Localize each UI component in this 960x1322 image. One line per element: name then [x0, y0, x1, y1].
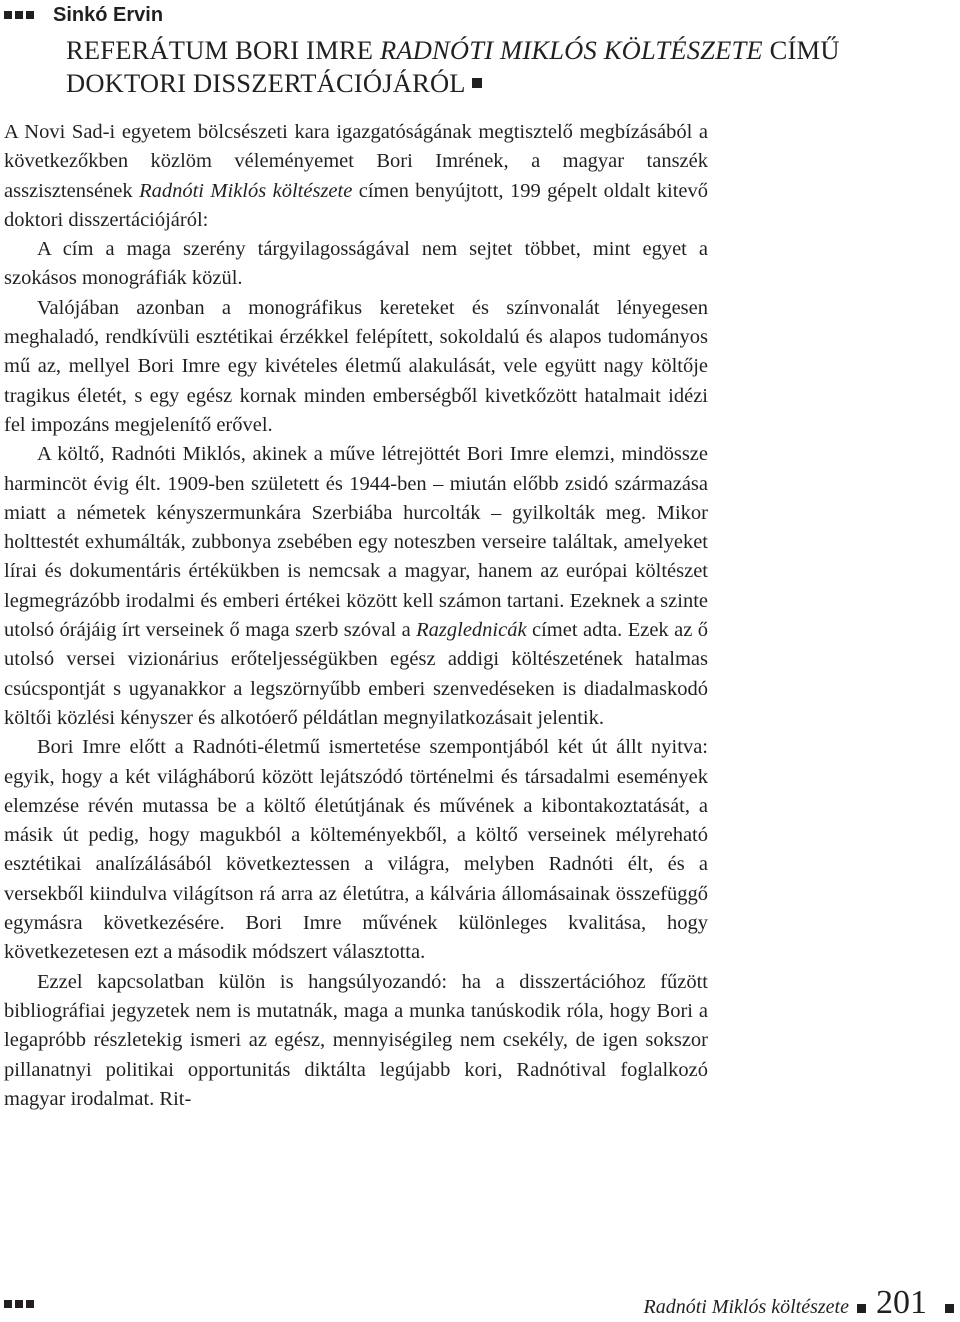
- paragraph-2: A cím a maga szerény tárgyilagosságával nem sejtet többet, mint egyet a szokásos monográfiák közül.: [4, 238, 708, 290]
- paragraph-1-italic: Radnóti Miklós költészete: [139, 179, 353, 202]
- title-end-marker-icon: [472, 78, 482, 88]
- paragraph-1: [4, 118, 708, 235]
- title-text-before: REFERÁTUM BORI IMRE: [66, 35, 380, 65]
- paragraph-6: Ezzel kapcsolatban külön is hangsúlyozandó: ha a disszertációhoz fűzött bibliográfiai jegyzetek nem is mutatnák, maga a munka tanúskodik róla, hogy Bori a legapróbb részletekig ismeri az egész, mennyiségileg nem csekély, de igen sokszor pillanatnyi politikai opportunitás diktálta legújabb kori, Radnótival foglalkozó magyar irodalmat. Rit-: [4, 970, 708, 1110]
- paragraph-3: Valójában azonban a monográfikus kereteket és színvonalát lényegesen meghaladó, rendkívüli esztétikai érzékkel felépített, sokoldalú és alapos tudományos mű az, mellyel Bori Imre egy kivételes életmű alakulását, vele együtt nagy költője tragikus életét, s egy egész kornak minden emberségből kivetkőzött hatalmait idézi fel impozáns megjelenítő erővel.: [4, 296, 708, 436]
- author-name: Sinkó Ervin: [53, 3, 164, 26]
- page-number: 201: [876, 1284, 927, 1321]
- title-text-after: CÍMŰ DOKTORI DISSZERTÁCIÓJÁRÓL: [66, 35, 840, 98]
- paragraph-1-text-after: címen benyújtott, 199 gépelt oldalt kitevő doktori disszertációjáról:: [4, 179, 708, 231]
- article-body: [4, 118, 708, 1114]
- paragraph-4: [4, 440, 708, 733]
- section-marker-icon: [4, 11, 37, 19]
- paragraph-1-text: A Novi Sad-i egyetem bölcsészeti kara igazgatóságának megtisztelő megbízásából a következőkben közlöm véleményemet Bori Imrének, a magyar tanszék asszisztensének: [4, 121, 708, 202]
- footer-right: [643, 1284, 954, 1322]
- footer-marker-icon: [4, 1300, 37, 1308]
- author-row: [4, 2, 954, 28]
- footer-separator-icon: [857, 1304, 866, 1313]
- running-title: Radnóti Miklós költészete: [643, 1296, 849, 1318]
- article-title: [66, 34, 954, 100]
- paragraph-4-italic: Razglednicák: [416, 619, 527, 642]
- paragraph-4-text: A költő, Radnóti Miklós, akinek a műve létrejöttét Bori Imre elemzi, mindössze harmincöt évig élt. 1909-ben született és 1944-ben – miután előbb zsidó származása miatt a németek kényszermunkára Szerbiába hurcolták – gyilkolták meg. Mikor holttestét exhumálták, zubbonya zsebében egy noteszben verseire találtak, amelyeket lírai és dokumentáris értékükben is nemcsak a magyar, hanem az európai költészet legmegrázóbb irodalmi és emberi értékei között kell számon tartani. Ezeknek a szinte utolsó órájáig írt verseinek ő maga szerb szóval a: [4, 443, 708, 642]
- article-header: [4, 2, 954, 100]
- paragraph-4-text-after: címet adta. Ezek az ő utolsó versei vizionárius erőteljességükben egész addigi költészetének hatalmas csúcspontját s ugyanakkor a legszörnyűbb emberi szenvedéseken is diadalmaskodó költői közlési kényszer és alkotóerő példátlan megnyilatkozásait jelentik.: [4, 619, 708, 729]
- paragraph-5: Bori Imre előtt a Radnóti-életmű ismertetése szempontjából két út állt nyitva: egyik, hogy a két világháború között lejátszódó történelmi és társadalmi események elemzése révén mutassa be a költő életútjának és művének a kibontakoztatását, a másik út pedig, hogy magukból a költeményekből, a költő verseinek mélyreható esztétikai analízálásából következtessen a világra, melyben Radnóti élt, és a versekből kiindulva világítson rá arra az életútra, a kálvária állomásainak összefüggő egymásra következésére. Bori Imre művének különleges kvalitása, hogy következetesen ezt a második módszert választotta.: [4, 736, 708, 964]
- title-text-italic: RADNÓTI MIKLÓS KÖLTÉSZETE: [379, 35, 763, 65]
- footer-end-marker-icon: [945, 1304, 954, 1313]
- page-footer: [4, 1284, 954, 1320]
